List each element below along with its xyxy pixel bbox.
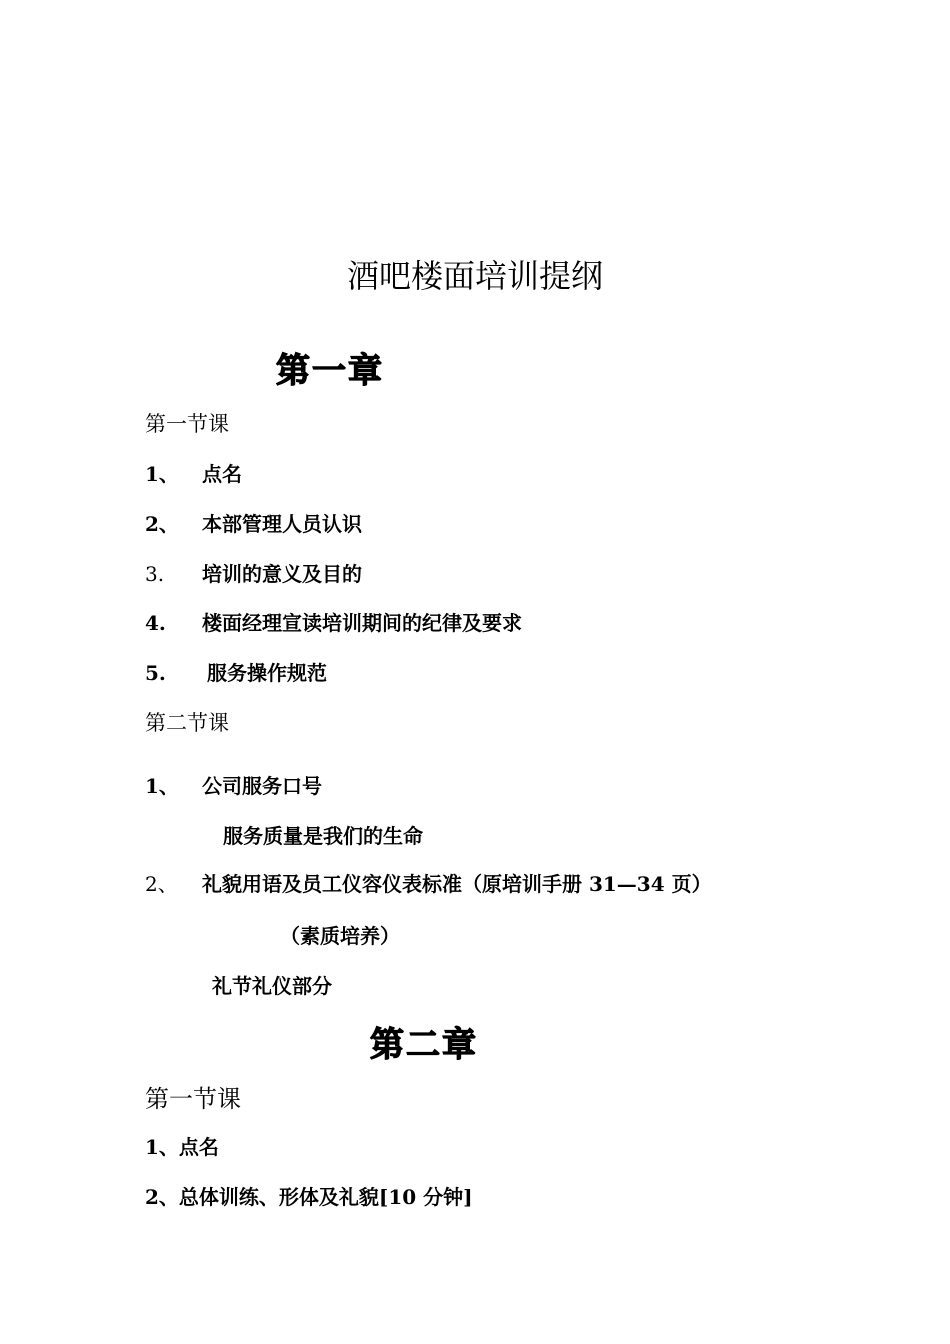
list-item-number: 4. xyxy=(145,611,166,635)
etiquette-label: 礼节礼仪部分 xyxy=(212,974,332,998)
list-item-number: 5. xyxy=(145,661,166,685)
chapter-2-lesson-1-heading: 第一节课 xyxy=(145,1085,241,1113)
list-item xyxy=(145,613,522,633)
list-item: 1、点名 xyxy=(145,1135,219,1159)
list-item xyxy=(145,776,322,796)
list-item xyxy=(145,564,362,584)
list-item-number: 2、 xyxy=(145,512,179,536)
list-item-text: 培训的意义及目的 xyxy=(202,562,362,586)
quality-note: （素质培养） xyxy=(280,924,400,948)
list-item xyxy=(145,874,712,894)
list-item xyxy=(145,514,362,534)
chapter-1-lesson-2-heading: 第二节课 xyxy=(145,711,229,735)
chapter-1-heading: 第一章 xyxy=(276,351,384,391)
list-item-text: 礼貌用语及员工仪容仪表标准（原培训手册 31—34 页） xyxy=(202,872,712,896)
list-item-number: 1、 xyxy=(145,774,179,798)
list-item-number: 3. xyxy=(145,562,165,586)
list-item xyxy=(145,464,242,484)
list-item-number: 2、 xyxy=(145,872,178,896)
list-item-text: 楼面经理宣读培训期间的纪律及要求 xyxy=(202,611,522,635)
document-title: 酒吧楼面培训提纲 xyxy=(346,257,603,295)
list-item-number: 1、 xyxy=(145,462,179,486)
service-slogan: 服务质量是我们的生命 xyxy=(223,824,423,848)
list-item xyxy=(145,663,327,683)
chapter-2-heading: 第二章 xyxy=(370,1025,478,1065)
chapter-1-lesson-1-heading: 第一节课 xyxy=(145,412,229,436)
list-item-text: 本部管理人员认识 xyxy=(202,512,362,536)
list-item-text: 服务操作规范 xyxy=(207,661,327,685)
list-item-text: 公司服务口号 xyxy=(202,774,322,798)
list-item-text: 点名 xyxy=(202,462,242,486)
list-item: 2、总体训练、形体及礼貌[10 分钟] xyxy=(145,1185,473,1209)
